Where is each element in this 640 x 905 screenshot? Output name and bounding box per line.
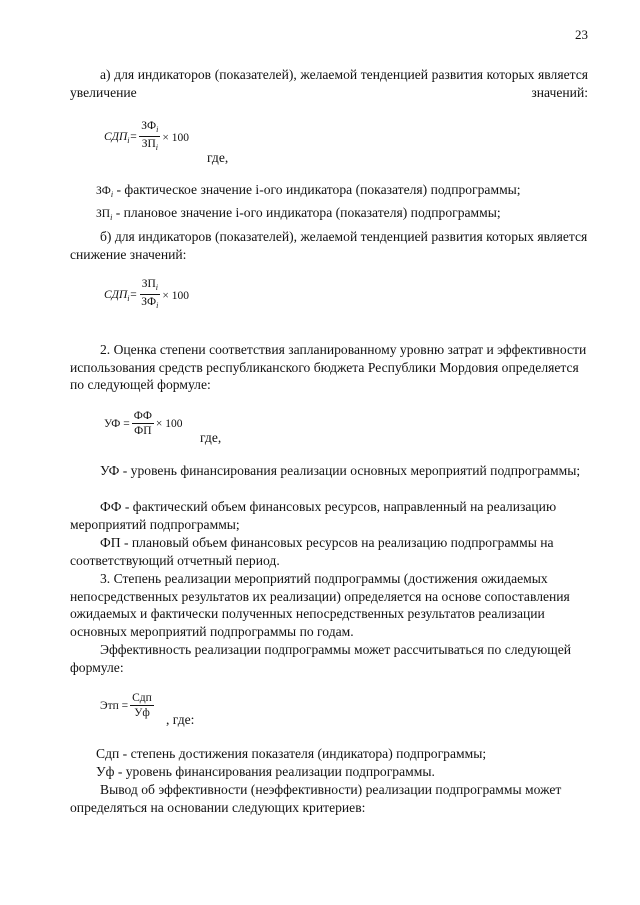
formula-where-1: где, [207,150,229,165]
paragraph-2-text: 2. Оценка степени соответствия запланированному уровню затрат и эффективности использования средств республиканского бюджета Республики Мордовия определяется по следующей формуле: [70,342,587,393]
formula-sdp-increase [104,120,189,155]
formula-where-3: где, [200,430,222,445]
page-number: 23 [575,27,588,42]
formula-uf: УФ = $\frac{ФФ}{ФП}$ × 100 [104,410,183,437]
definition-ff: ФФ - фактический объем финансовых ресурсов, направленный на реализацию мероприятий подпрограммы; [70,499,557,532]
paragraph-efficiency: Эффективность реализации подпрограммы может рассчитываться по следующей формуле: [70,642,572,675]
definition-uf: УФ - уровень финансирования реализации основных мероприятий подпрограммы; [100,463,581,478]
definition-sdp: Сдп - степень достижения показателя (индикатора) подпрограммы; [96,746,487,761]
definition-fp: ФП - плановый объем финансовых ресурсов на реализацию подпрограммы на соответствующий отчетный период. [70,535,554,568]
paragraph-b-text: б) для индикаторов (показателей), желаемой тенденцией развития которых является снижение значений: [70,229,588,262]
formula-multiplier: × 100 [162,131,190,144]
symbol-zp: $ЗП_i$ [96,208,113,222]
formula-lhs: $СДП_i=$ [104,130,138,145]
symbol-zf: $ЗФ_i$ [96,185,114,199]
definition-uf2: Уф - уровень финансирования реализации подпрограммы. [96,764,435,779]
paragraph-3: 3. Степень реализации мероприятий подпрограммы (достижения ожидаемых непосредственных результатов их реализации) определяется на основе сопоставления ожидаемых и фактически полученных непосредственных результатов реализации основных мероприятий подпрограммы по годам. [70,571,570,639]
definition-zp: $ЗП_i$ - плановое значение i-ого индикатора (показателя) подпрограммы; [96,205,501,222]
paragraph-a-text: а) для индикаторов (показателей), желаемой тенденцией развития которых является увеличение значений: [70,67,588,100]
formula-sdp-decrease: $СДП_i=$ $\frac{ЗП_i}{ЗФ_i}$ × 100 [104,278,190,310]
paragraph-2 [70,341,588,394]
paragraph-a [70,66,588,101]
paragraph-b [70,228,588,263]
formula-fraction: $\frac{ЗФ_i}{ЗП_i}$ [141,120,159,152]
formula-where-4: , где: [166,712,195,727]
formula-etp: Этп = $\frac{\text{Сдп}}{Уф}$ [100,692,152,719]
paragraph-conclusion: Вывод об эффективности (неэффективности) реализации подпрограммы может определяться на основании следующих критериев: [70,782,562,815]
definition-zf: $ЗФ_i$ - фактическое значение i-ого индикатора (показателя) подпрограммы; [96,182,521,199]
